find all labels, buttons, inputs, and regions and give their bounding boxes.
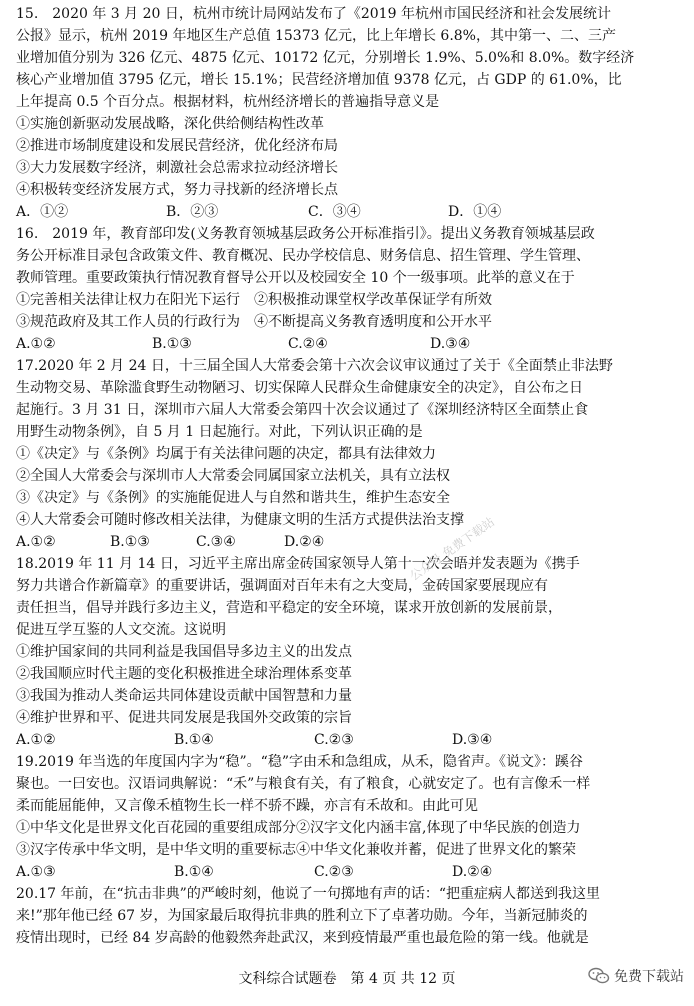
text-line: 教师管理。重要政策执行情况教育督导公开以及校园安全 10 个一级事项。此举的意义在于 (16, 270, 575, 286)
option-c: C.②③ (314, 732, 354, 748)
page-footer: 文科综合试题卷 第 4 页 共 12 页 (238, 971, 456, 987)
text-line: 业增加值分别为 326 亿元、4875 亿元、10172 亿元，分别增长 1.9%、5.0%和 8.0%。数字经济 (16, 50, 635, 66)
text-line: 用野生动物条例》，自 5 月 1 日起施行。对此，下列认识正确的是 (16, 424, 423, 440)
text-line: ②全国人大常委会与深圳市人大常委会同属国家立法机关，具有立法权 (16, 468, 450, 484)
text-line: ①维护国家间的共同利益是我国倡导多边主义的出发点 (16, 644, 352, 660)
text-line: ①中华文化是世界文化百花园的重要组成部分②汉字文化内涵丰富,体现了中华民族的创造力 (16, 820, 581, 836)
text-line: 促进互学互鉴的人文交流。这说明 (16, 622, 226, 638)
text-line: 来!”那年他已经 67 岁，为国家最后取得抗非典的胜利立下了卓著功勋。今年，当新冠肺炎的 (16, 908, 588, 924)
text-line: ④维护世界和平、促进共同发展是我国外交政策的宗旨 (16, 710, 352, 726)
option-a: A．①② (16, 204, 69, 220)
text-line: 19.2019 年当选的年度国内字为“稳”。“稳”字由禾和急组成，从禾，隐省声。《说文》：蹊谷 (16, 754, 583, 770)
option-a: A.①② (16, 336, 56, 352)
text-line: 公报》显示，杭州 2019 年地区生产总值 15373 亿元，比上年增长 6.8%，其中第一、二、三产 (16, 28, 616, 44)
wechat-watermark (588, 966, 684, 986)
text-line: 生动物交易、革除滥食野生动物陋习、切实保障人民群众生命健康安全的决定》，自公布之日 (16, 380, 583, 396)
answer-options (16, 862, 676, 882)
text-line: ③大力发展数字经济，刺激社会总需求拉动经济增长 (16, 160, 338, 176)
option-d: D．①④ (448, 204, 502, 220)
option-a: A.①② (16, 534, 56, 550)
text-line: 核心产业增加值 3795 亿元，增长 15.1%；民营经济增加值 9378 亿元，占 GDP 的 61.0%，比 (16, 72, 622, 88)
text-line: 责任担当，倡导并践行多边主义，营造和平稳定的安全环境，谋求开放创新的发展前景， (16, 600, 562, 616)
text-line: 努力共谱合作新篇章》的重要讲话，强调面对百年未有之大变局，金砖国家要展现应有 (16, 578, 548, 594)
watermark-text: 公众号 免费下载站 (407, 514, 498, 584)
text-line: ③汉字传承中华文明，是中华文明的重要标志④中华文化兼收并蓄，促进了世界文化的繁荣 (16, 842, 576, 858)
option-b: B．②③ (166, 204, 219, 220)
wechat-label: 免费下载站 (614, 969, 684, 985)
option-d: D.③④ (452, 732, 493, 748)
text-line: 务公开标准目录包含政策文件、教育概况、民办学校信息、财务信息、招生管理、学生管理、 (16, 248, 590, 264)
text-line: ③规范政府及其工作人员的行政行为 ④不断提高义务教育透明度和公开水平 (16, 314, 492, 330)
answer-options (16, 730, 676, 750)
text-line: 18.2019 年 11 月 14 日，习近平主席出席金砖国家领导人第十一次会晤并发表题为《携手 (16, 556, 580, 572)
option-a: A.①② (16, 732, 56, 748)
wechat-icon (588, 967, 610, 985)
text-line: ①实施创新驱动发展战略，深化供给侧结构性改革 (16, 116, 324, 132)
answer-options (16, 532, 676, 552)
option-b: B.①④ (174, 732, 214, 748)
option-d: D.②④ (284, 534, 325, 550)
text-line: 聚也。一曰安也。汉语词典解说：“禾”与粮食有关，有了粮食，心就安定了。也有言像禾一样 (16, 776, 591, 792)
text-line: ④人大常委会可随时修改相关法律，为健康文明的生活方式提供法治支撑 (16, 512, 464, 528)
option-b: B.①③ (152, 336, 192, 352)
option-d: D.③④ (430, 336, 471, 352)
text-line: ④积极转变经济发展方式，努力寻找新的经济增长点 (16, 182, 338, 198)
option-c: C.②④ (288, 336, 328, 352)
option-b: B.①③ (110, 534, 150, 550)
text-line: ③我国为推动人类命运共同体建设贡献中国智慧和力量 (16, 688, 352, 704)
answer-options (16, 334, 676, 354)
option-b: B.①④ (174, 864, 214, 880)
text-line: 上年提高 0.5 个百分点。根据材料，杭州经济增长的普遍指导意义是 (16, 94, 440, 110)
option-d: D.②④ (452, 864, 493, 880)
text-line: 柔而能屈能伸，又言像禾植物生长一样不骄不躁，亦言有禾故和。由此可见 (16, 798, 478, 814)
text-line: ②推进市场制度建设和发展民营经济，优化经济布局 (16, 138, 338, 154)
answer-options (16, 202, 676, 222)
text-line: 疫情出现时，已经 84 岁高龄的他毅然奔赴武汉，来到疫情最严重也最危险的第一线。他就是 (16, 930, 589, 946)
option-c: C．③④ (308, 204, 361, 220)
option-c: C.②③ (314, 864, 354, 880)
text-line: ①《决定》与《条例》均属于有关法律问题的决定，都具有法律效力 (16, 446, 436, 462)
text-line: ②我国顺应时代主题的变化积极推进全球治理体系变革 (16, 666, 352, 682)
text-line: 15. 2020 年 3 月 20 日，杭州市统计局网站发布了《2019 年杭州市国民经济和社会发展统计 (16, 6, 611, 22)
text-line: ③《决定》与《条例》的实施能促进人与自然和谐共生，维护生态安全 (16, 490, 450, 506)
text-line: ①完善相关法律让权力在阳光下运行 ②积极推动课堂权学改革保证学有所效 (16, 292, 492, 308)
text-line: 20.17 年前，在“抗击非典”的严峻时刻，他说了一句掷地有声的话：“把重症病人都送到我这里 (16, 886, 600, 902)
text-line: 起施行。3 月 31 日，深圳市六届人大常委会第四十次会议通过了《深圳经济特区全面禁止食 (16, 402, 589, 418)
text-line: 16. 2019 年，教育部印发(义务教育领城基层政务公开标准指引》。提出义务教育领城基层政 (16, 226, 595, 242)
text-line: 17.2020 年 2 月 24 日，十三届全国人大常委会第十六次会议审议通过了关于《全面禁止非法野 (16, 358, 613, 374)
option-c: C.③④ (196, 534, 236, 550)
option-a: A.①③ (16, 864, 56, 880)
